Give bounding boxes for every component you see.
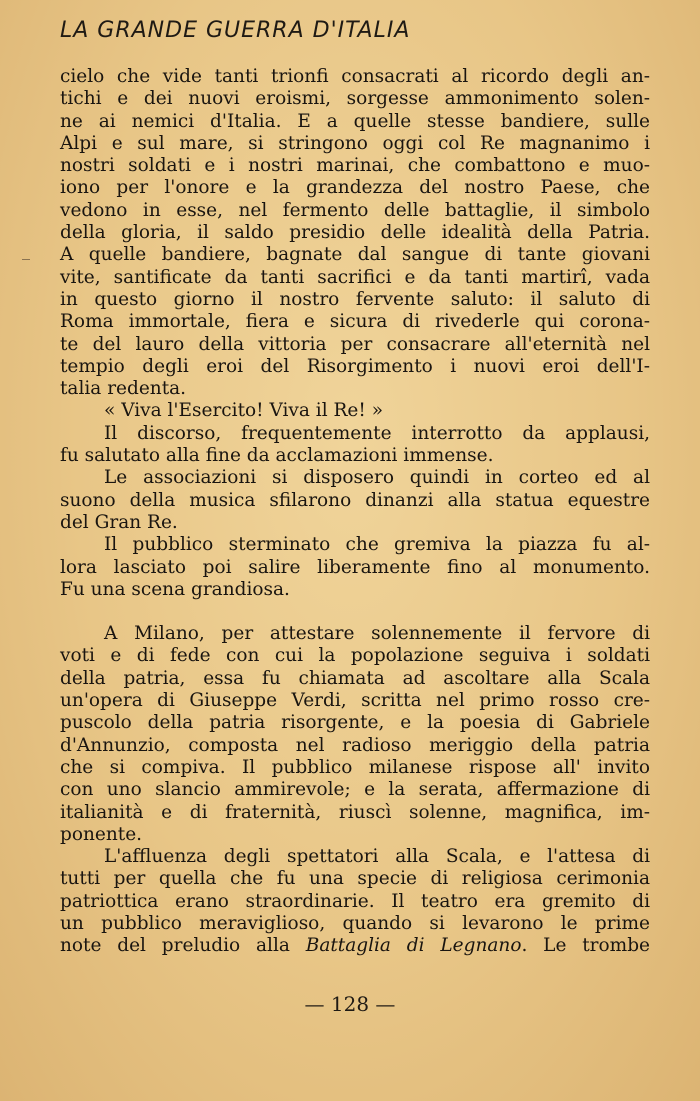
text-line: Il discorso, frequentemente interrotto da applausi, [104,422,650,444]
text-line: con uno slancio ammirevole; e la serata, affermazione di [60,779,650,801]
italic-title: Battaglia di Legnano [305,935,522,957]
text-line: A Milano, per attestare solennemente il fervore di [104,623,650,645]
text-line: Le associazioni si disposero quindi in corteo ed al [104,467,650,489]
text-line: nostri soldati e i nostri marinai, che combattono e muo- [60,155,650,177]
text-fragment: . Le trombe [521,935,650,957]
text-line: Il pubblico sterminato che gremiva la piazza fu al- [104,534,650,556]
text-line: ne ai nemici d'Italia. E a quelle stesse bandiere, sulle [60,110,650,132]
text-line [60,935,650,957]
text-line: A quelle bandiere, bagnate dal sangue di tante giovani [60,244,650,266]
text-line: voti e di fede con cui la popolazione seguiva i soldati [60,645,650,667]
text-line: d'Annunzio, composta nel radioso meriggio della patria [60,734,650,756]
text-line: suono della musica sfilarono dinanzi alla statua equestre [60,489,650,511]
body-text [60,66,650,958]
text-line: Fu una scena grandiosa. [60,578,290,600]
text-line: cielo che vide tanti trionfi consacrati al ricordo degli an- [60,66,650,87]
text-line: lora lasciato poi salire liberamente fino al monumento. [60,556,650,578]
text-line: talia redenta. [60,378,187,400]
text-line: tichi e dei nuovi eroismi, sorgesse ammonimento solen- [60,88,650,110]
text-line: che si compiva. Il pubblico milanese rispose all' invito [60,756,650,778]
text-line: puscolo della patria risorgente, e la poesia di Gabriele [60,712,650,734]
page-number: — 128 — [304,992,396,1016]
running-head: LA GRANDE GUERRA D'ITALIA [60,18,411,43]
text-line: vedono in esse, nel fermento delle battaglie, il simbolo [60,199,650,221]
text-line: ponente. [60,823,143,845]
text-line: vite, santificate da tanti sacrifici e da tanti martirî, vada [60,266,650,288]
text-line: iono per l'onore e la grandezza del nostro Paese, che [60,177,650,199]
text-fragment: note del preludio alla [60,935,306,957]
text-line: Roma immortale, fiera e sicura di rivederle qui corona- [60,311,650,333]
text-line: in questo giorno il nostro fervente saluto: il saluto di [60,288,650,310]
text-line: della gloria, il saldo presidio delle idealità della Patria. [60,222,650,244]
margin-mark [22,259,30,260]
text-line: fu salutato alla fine da acclamazioni immense. [60,445,494,467]
paragraph-gap [60,601,650,623]
text-line: « Viva l'Esercito! Viva il Re! » [104,400,384,422]
text-line: del Gran Re. [60,511,178,533]
text-line: un'opera di Giuseppe Verdi, scritta nel primo rosso cre- [60,690,650,712]
text-line: tempio degli eroi del Risorgimento i nuovi eroi dell'I- [60,355,650,377]
text-line: della patria, essa fu chiamata ad ascoltare alla Scala [60,667,650,689]
text-line: L'affluenza degli spettatori alla Scala, e l'attesa di [104,846,650,868]
text-line: un pubblico meraviglioso, quando si levarono le prime [60,912,650,934]
text-line: italianità e di fraternità, riuscì solenne, magnifica, im- [60,801,650,823]
text-line: Alpi e sul mare, si stringono oggi col Re magnanimo i [60,132,650,154]
text-line: tutti per quella che fu una specie di religiosa cerimonia [60,868,650,890]
text-line: patriottica erano straordinarie. Il teatro era gremito di [60,890,650,912]
text-line: te del lauro della vittoria per consacrare all'eternità nel [60,333,650,355]
